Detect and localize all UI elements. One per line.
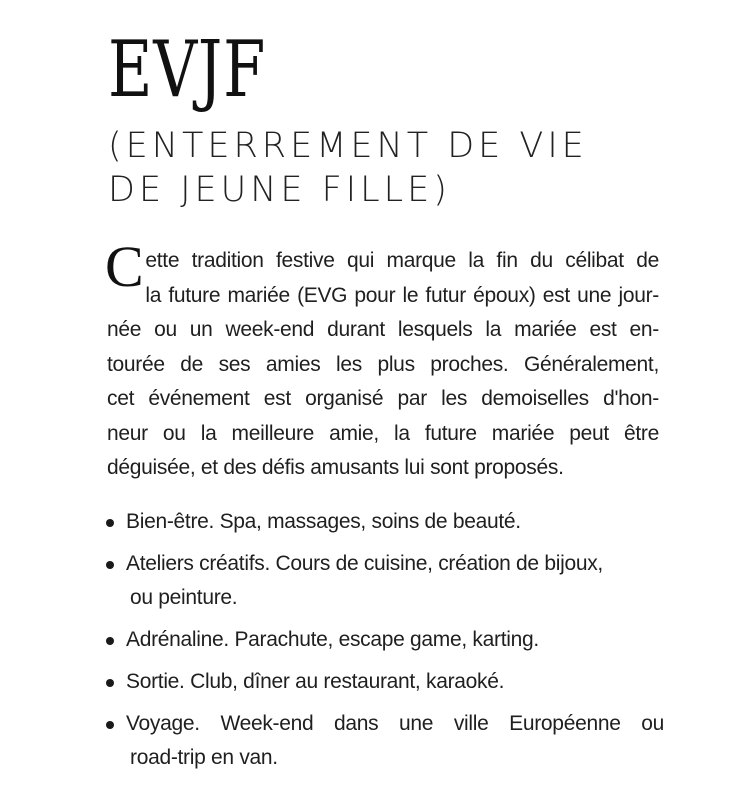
bullet-icon [106,679,114,687]
paragraph-line: déguisée, et des défis amusants lui sont proposés. [107,456,564,479]
paragraph-line: ette tradition festive qui marque la fin du célibat de [145,249,659,272]
bullet-icon [106,561,114,569]
list-item-line: road-trip en van. [130,746,278,769]
list-item-line: ou peinture. [130,586,238,609]
paragraph-line: tourée de ses amies les plus proches. Généralement, [107,352,659,376]
list-item-text [126,547,664,615]
list-item-line: Sortie. Club, dîner au restaurant, karaoké. [126,670,505,693]
list-item [104,547,664,615]
paragraph-line: la future mariée (EVG pour le futur époux) est une jour- [145,283,659,307]
subtitle-line-2: DE JEUNE FILLE) [108,170,451,210]
list-item-text [126,707,664,775]
list-item [104,505,664,539]
article-subtitle [108,124,668,212]
activity-list [104,505,664,783]
paragraph-line: née ou un week-end durant lesquels la mariée est en- [107,318,659,341]
paragraph-line: cet événement est organisé par les demoiselles d'hon- [107,387,659,410]
list-item [104,623,664,657]
bullet-icon [106,519,114,527]
article-paragraph [105,234,659,486]
list-item [104,665,664,699]
drop-cap: C [105,234,144,299]
list-item-line: Bien-être. Spa, massages, soins de beauté. [126,510,521,533]
list-item [104,707,664,775]
article-title: EVJF [108,25,267,115]
bullet-icon [106,637,114,645]
subtitle-line-1: (ENTERREMENT DE VIE [108,126,588,166]
list-item-text [126,665,664,699]
list-item-text [126,623,664,657]
list-item-text [126,505,664,539]
list-item-line: Adrénaline. Parachute, escape game, karting. [126,628,539,651]
bullet-icon [106,721,114,729]
list-item-line: Ateliers créatifs. Cours de cuisine, création de bijoux, [126,552,603,575]
paragraph-line: neur ou la meilleure amie, la future mariée peut être [107,421,659,445]
list-item-line: Voyage. Week-end dans une ville Européenne ou [126,712,664,735]
